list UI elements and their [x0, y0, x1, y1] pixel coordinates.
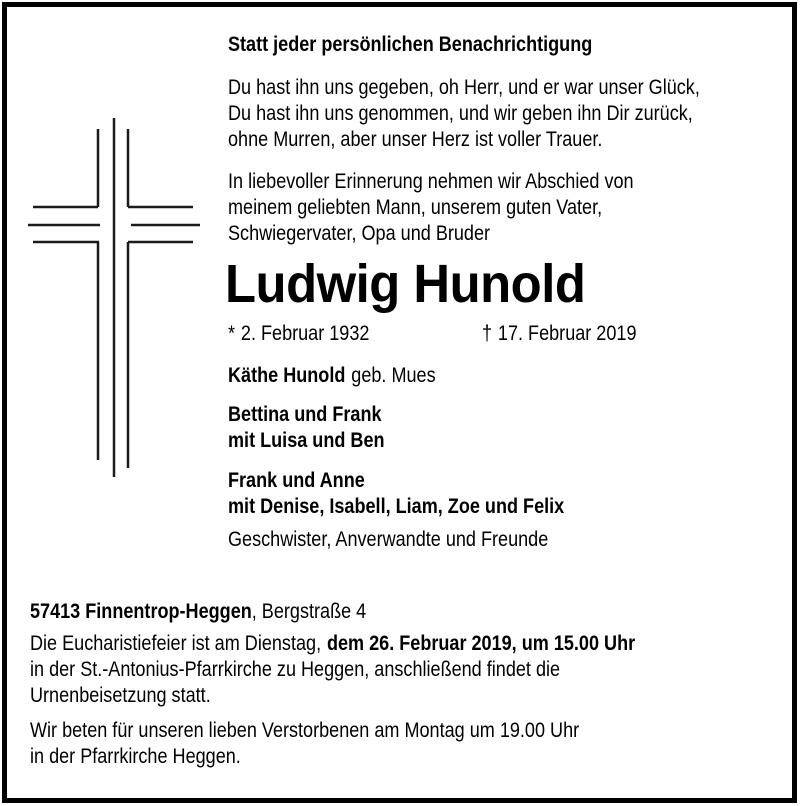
- death-symbol: †: [482, 321, 493, 345]
- birth-date: * 2. Februar 1932: [228, 321, 370, 345]
- service-info: [30, 630, 750, 708]
- mourner-widow: [228, 362, 475, 388]
- mourner-family-1: [228, 401, 414, 453]
- dates-row: [228, 320, 748, 346]
- widow-name: Käthe Hunold: [228, 363, 346, 387]
- prayer-line: in der Pfarrkirche Heggen.: [30, 744, 241, 768]
- verse-line: Du hast ihn uns genommen, und wir geben ihn Dir zurück,: [228, 101, 693, 125]
- birth-symbol: *: [228, 321, 236, 345]
- deceased-name: Ludwig Hunold: [225, 254, 586, 314]
- preamble-text: Statt jeder persönlichen Benachrichtigung: [228, 32, 593, 56]
- intro-line: Schwiegervater, Opa und Bruder: [228, 221, 491, 245]
- service-line: Die Eucharistiefeier ist am Dienstag, dem 26. Februar 2019, um 15.00 Uhr: [30, 631, 636, 655]
- prayer-line: Wir beten für unseren lieben Verstorbenen am Montag um 19.00 Uhr: [30, 718, 580, 742]
- address-city: 57413 Finnentrop-Heggen: [30, 599, 252, 623]
- service-datetime: dem 26. Februar 2019, um 15.00 Uhr: [326, 631, 636, 655]
- verse-line: Du hast ihn uns gegeben, oh Herr, und er war unser Glück,: [228, 75, 700, 99]
- family-line: mit Denise, Isabell, Liam, Zoe und Felix: [228, 494, 565, 518]
- intro-line: meinem geliebten Mann, unserem guten Vater,: [228, 195, 603, 219]
- prayer-info: [30, 717, 684, 769]
- family-line: mit Luisa und Ben: [228, 428, 385, 452]
- widow-maiden-name: geb. Mues: [351, 363, 436, 387]
- service-line: in der St.-Antonius-Pfarrkirche zu Heggen, anschließend findet die: [30, 657, 561, 681]
- family-line: Bettina und Frank: [228, 402, 382, 426]
- intro: [228, 168, 711, 246]
- death-date: † 17. Februar 2019: [482, 321, 637, 345]
- cross-icon: [28, 116, 200, 483]
- family-line: Frank und Anne: [228, 468, 365, 492]
- service-line: Urnenbeisetzung statt.: [30, 683, 211, 707]
- verse: [228, 74, 790, 152]
- preamble: [228, 31, 662, 57]
- address: [30, 598, 430, 624]
- mourner-others: Geschwister, Anverwandte und Freunde: [228, 527, 549, 551]
- address-street: , Bergstraße 4: [251, 599, 367, 623]
- mourner-family-2: [228, 467, 628, 519]
- intro-line: In liebevoller Erinnerung nehmen wir Abschied von: [228, 169, 634, 193]
- verse-line: ohne Murren, aber unser Herz ist voller Trauer.: [228, 127, 603, 151]
